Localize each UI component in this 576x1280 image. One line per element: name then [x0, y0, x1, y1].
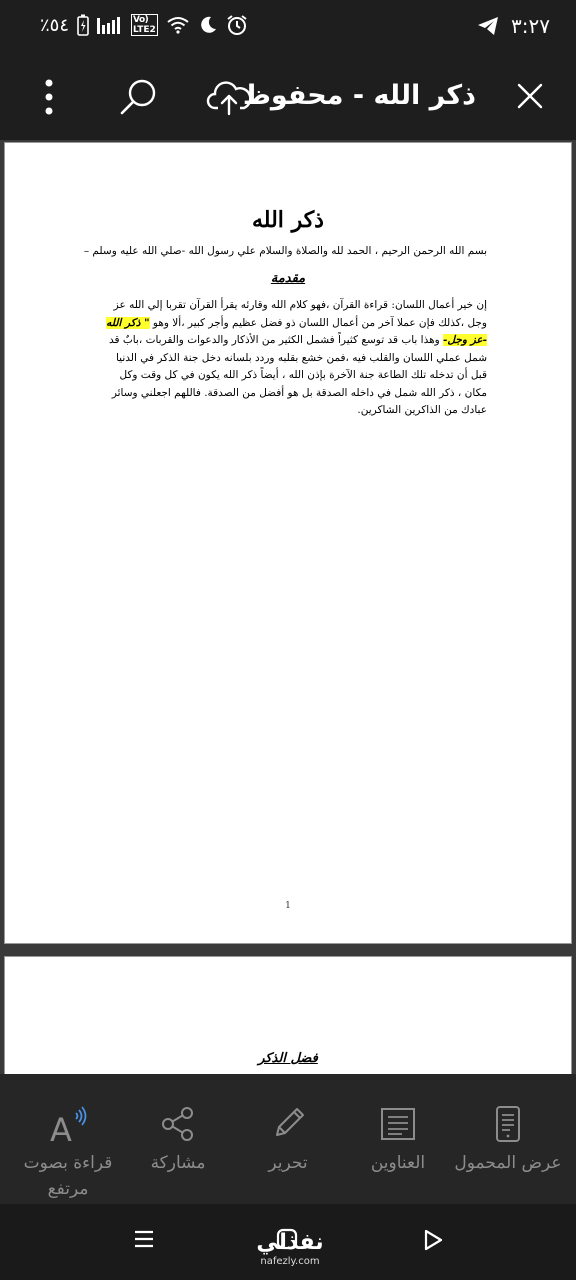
alarm-icon	[226, 14, 248, 36]
status-right	[477, 14, 550, 38]
document-page-1[interactable]	[4, 142, 572, 944]
intro-heading: مقدمة	[270, 271, 306, 286]
highlighted-text: " ذكر الله -عز وجل-	[106, 316, 487, 346]
telegram-icon	[477, 16, 499, 36]
page-title: ذكر الله	[252, 207, 324, 233]
pencil-edit-icon	[269, 1105, 307, 1143]
intro-paragraph	[103, 297, 487, 420]
document-page-2[interactable]	[4, 956, 572, 1074]
mobile-view-button[interactable]	[453, 1102, 563, 1176]
document-title: ذكر الله - محفوظ	[242, 80, 476, 111]
headings-button[interactable]	[343, 1102, 453, 1176]
edit-label: تحرير	[268, 1153, 308, 1173]
mobile-view-icon	[495, 1105, 521, 1143]
watermark-url: nafezly.com	[260, 1256, 320, 1267]
share-label: مشاركة	[150, 1153, 206, 1173]
share-icon	[159, 1105, 197, 1143]
app-bar	[0, 54, 576, 140]
edit-button[interactable]	[233, 1102, 343, 1176]
bottom-toolbar	[0, 1074, 576, 1204]
mobile-view-label: عرض المحمول	[454, 1153, 562, 1173]
share-button[interactable]	[123, 1102, 233, 1176]
headings-label: العناوين	[370, 1153, 426, 1173]
basmala-line: بسم الله الرحمن الرحيم ، الحمد لله والصلاة والسلام علي رسول الله -صلي الله عليه وسلم –	[83, 245, 487, 257]
headings-icon	[380, 1107, 416, 1141]
svg-text:A: A	[50, 1111, 72, 1145]
navigation-bar	[0, 1204, 576, 1280]
section-heading: فضل الذكر	[258, 1051, 318, 1066]
page-number: 1	[285, 901, 291, 911]
status-left	[40, 14, 248, 36]
read-aloud-label: قراءة بصوت مرتفع	[23, 1153, 113, 1199]
battery-charging-icon	[77, 14, 89, 36]
more-vert-icon[interactable]	[40, 76, 58, 118]
paragraph-text-end: وهذا باب قد توسع كثيراً فشمل الكثير من الأذكار والدعوات والقربات ،بابٌ قد شمل عملي اللسان والقلب فيه ،فمن خشع بقلبه وردد بلسانه دخل جنة الذكر في الدنيا قبل أن تدخله تلك الطاعة جنة الآخرة بإذن الله ، أيضاً ذكر الله يكون في كل وقت وكل مكان ، ذكر الله شمل في داخله الصدقة بل هو أفضل من الصدقة. فاللهم اجعلني وسائر عبادك من الذاكرين الشاكرين.	[108, 334, 487, 416]
watermark	[240, 1230, 340, 1267]
back-icon[interactable]	[422, 1228, 444, 1252]
battery-percentage: ٪٥٤	[40, 14, 70, 36]
watermark-logo: نفذلي	[256, 1230, 324, 1255]
clock: ٣:٢٧	[511, 14, 550, 38]
close-icon[interactable]	[516, 82, 544, 110]
signal-icon	[97, 15, 123, 35]
status-bar	[0, 0, 576, 54]
read-aloud-button[interactable]	[13, 1102, 123, 1202]
wifi-icon	[166, 15, 190, 35]
document-viewer[interactable]	[0, 140, 576, 1074]
do-not-disturb-moon-icon	[198, 15, 218, 35]
paragraph-text-start: إن خير أعمال اللسان: قراءة القرآن ،فهو كلام الله وقارئه يقرأ القرآن تقربا إلي الله عز وجل ،كذلك فإن عملا آخر من أعمال اللسان ذو فضل عظيم وأجر كبير ،ألا وهو	[113, 299, 487, 329]
search-icon[interactable]	[118, 76, 160, 118]
volte-icon: Vo) LTE2	[133, 15, 156, 35]
read-aloud-icon	[46, 1103, 90, 1145]
recents-menu-icon[interactable]	[133, 1228, 155, 1250]
